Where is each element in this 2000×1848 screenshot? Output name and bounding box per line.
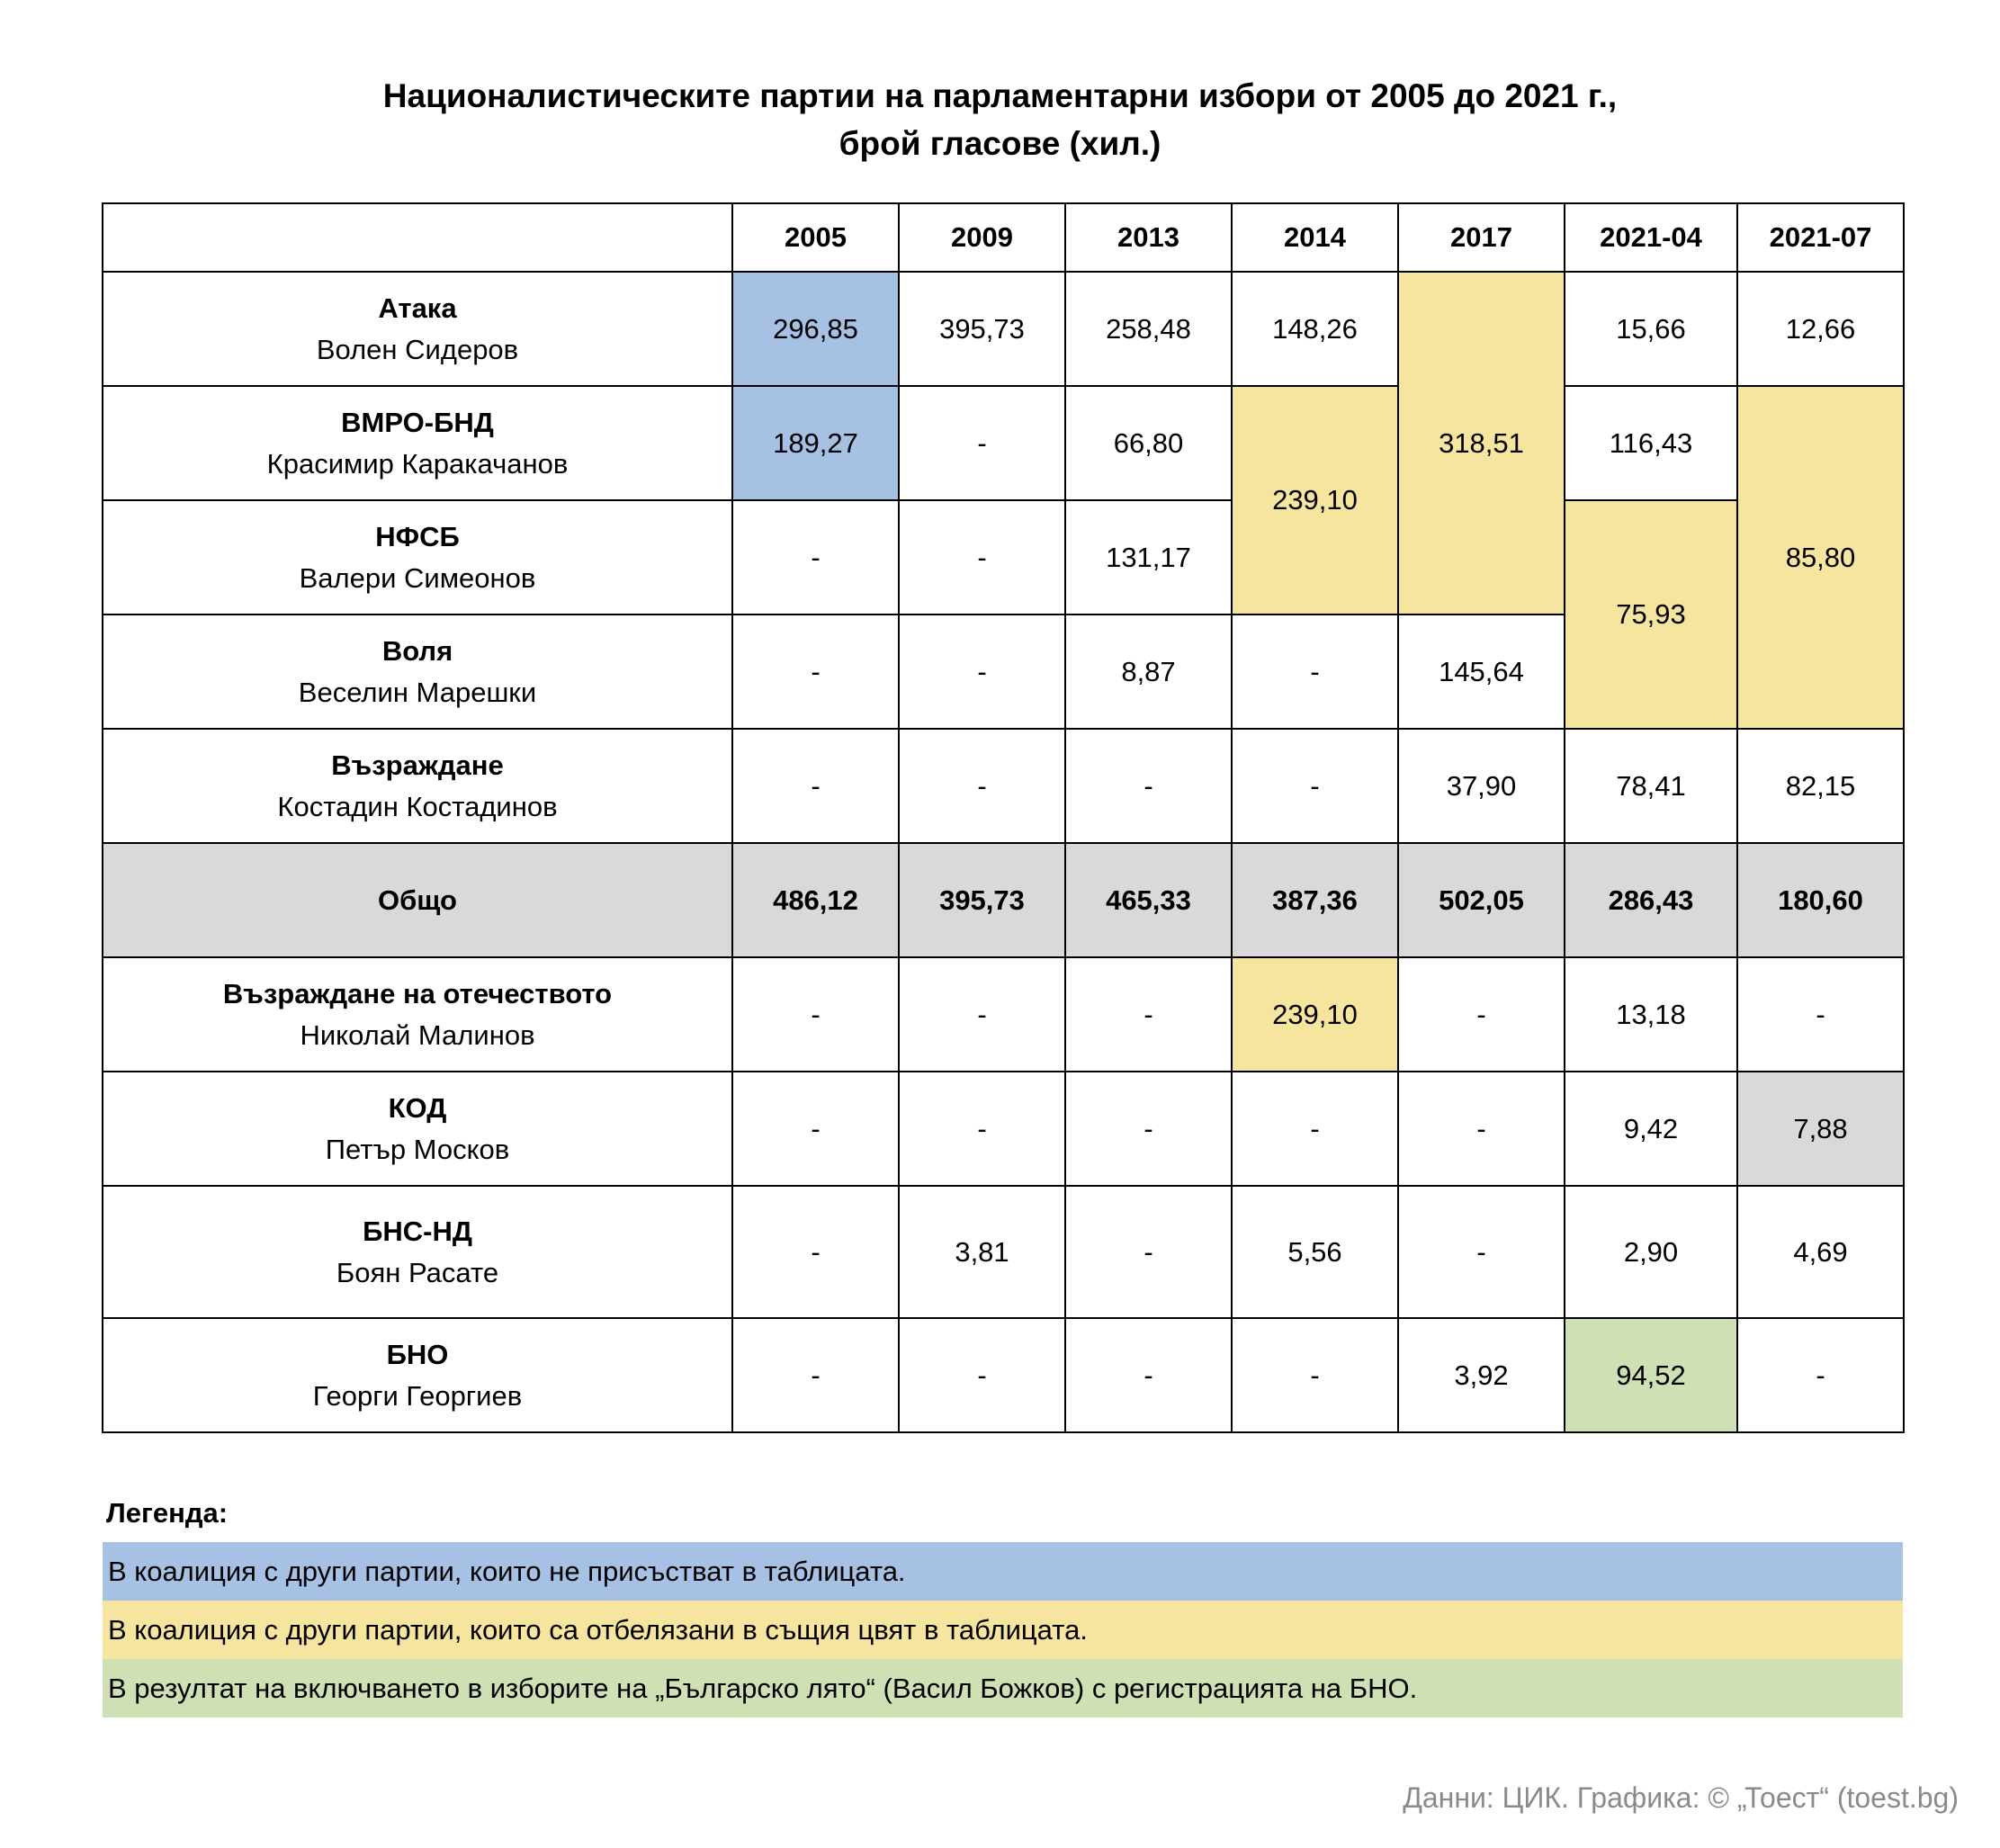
value-cell: 85,80 [1737, 386, 1904, 729]
value-cell: - [732, 1186, 899, 1318]
value-cell: 3,81 [899, 1186, 1065, 1318]
value-cell: - [899, 500, 1065, 615]
party-cell [103, 843, 732, 957]
party-name: БНС-НД [363, 1215, 472, 1247]
party-cell [103, 1318, 732, 1432]
value-cell: - [899, 957, 1065, 1072]
value-cell: 9,42 [1565, 1072, 1737, 1186]
value-cell: - [1398, 1072, 1565, 1186]
value-cell: - [1398, 957, 1565, 1072]
party-cell [103, 729, 732, 843]
party-name: Възраждане [331, 749, 504, 781]
column-header: 2005 [732, 203, 899, 272]
value-cell: 37,90 [1398, 729, 1565, 843]
legend-item-yellow: В коалиция с други партии, които са отбелязани в същия цвят в таблицата. [103, 1601, 1903, 1659]
value-cell: - [1232, 729, 1398, 843]
value-cell: 75,93 [1565, 500, 1737, 729]
value-cell: - [1737, 1318, 1904, 1432]
party-leader: Костадин Костадинов [277, 790, 558, 822]
party-leader: Георги Георгиев [312, 1379, 523, 1412]
column-header: 2021-04 [1565, 203, 1737, 272]
value-cell: 13,18 [1565, 957, 1737, 1072]
legend-title: Легенда: [106, 1497, 229, 1529]
value-cell: 116,43 [1565, 386, 1737, 500]
party-leader: Красимир Каракачанов [266, 447, 569, 480]
value-cell: - [732, 1318, 899, 1432]
value-cell: - [899, 1318, 1065, 1432]
value-cell: - [1232, 1072, 1398, 1186]
value-cell: - [732, 1072, 899, 1186]
party-cell [103, 386, 732, 500]
table-row [103, 1318, 1904, 1432]
party-leader: Валери Симеонов [299, 561, 536, 594]
party-cell [103, 500, 732, 615]
value-cell: 8,87 [1065, 615, 1232, 729]
value-cell: 94,52 [1565, 1318, 1737, 1432]
value-cell: 12,66 [1737, 272, 1904, 386]
party-name: ВМРО-БНД [341, 406, 494, 438]
source-credit: Данни: ЦИК. Графика: © „Тоест“ (toest.bg) [1403, 1781, 1959, 1814]
value-cell: - [899, 615, 1065, 729]
party-cell [103, 272, 732, 386]
party-name: Атака [378, 292, 457, 324]
value-cell: 82,15 [1737, 729, 1904, 843]
column-header: 2009 [899, 203, 1065, 272]
value-cell: 258,48 [1065, 272, 1232, 386]
legend-item-green: В резултат на включването в изборите на „Българско лято“ (Васил Божков) с регистрацията на БНО. [103, 1659, 1903, 1718]
party-cell [103, 957, 732, 1072]
party-name: НФСБ [375, 520, 460, 552]
value-cell: 239,10 [1232, 386, 1398, 615]
value-cell: - [899, 386, 1065, 500]
value-cell: 131,17 [1065, 500, 1232, 615]
value-cell: 15,66 [1565, 272, 1737, 386]
column-header: 2014 [1232, 203, 1398, 272]
legend-item-blue: В коалиция с други партии, които не присъстват в таблицата. [103, 1542, 1903, 1601]
table-row [103, 386, 1904, 500]
value-cell: 180,60 [1737, 843, 1904, 957]
party-cell [103, 1072, 732, 1186]
value-cell: - [1232, 615, 1398, 729]
table-row [103, 957, 1904, 1072]
value-cell: 465,33 [1065, 843, 1232, 957]
table-row [103, 729, 1904, 843]
header-corner [103, 203, 732, 272]
column-header: 2021-07 [1737, 203, 1904, 272]
value-cell: 318,51 [1398, 272, 1565, 615]
value-cell: 395,73 [899, 272, 1065, 386]
title-line-1: Националистическите партии на парламентарни избори от 2005 до 2021 г., [382, 77, 1618, 114]
value-cell: - [732, 729, 899, 843]
party-leader: Петър Москов [325, 1133, 510, 1165]
value-cell: - [899, 729, 1065, 843]
value-cell: - [1398, 1186, 1565, 1318]
value-cell: 502,05 [1398, 843, 1565, 957]
value-cell: - [732, 615, 899, 729]
value-cell: - [732, 957, 899, 1072]
table-row [103, 1186, 1904, 1318]
total-row [103, 843, 1904, 957]
party-cell [103, 1186, 732, 1318]
value-cell: 395,73 [899, 843, 1065, 957]
value-cell: 7,88 [1737, 1072, 1904, 1186]
party-leader: Боян Расате [336, 1256, 499, 1288]
value-cell: - [732, 500, 899, 615]
party-name: Воля [381, 634, 453, 667]
value-cell: - [1737, 957, 1904, 1072]
column-header: 2013 [1065, 203, 1232, 272]
value-cell: - [1065, 957, 1232, 1072]
party-name: КОД [388, 1091, 447, 1124]
party-cell [103, 615, 732, 729]
value-cell: - [1232, 1318, 1398, 1432]
table-row [103, 1072, 1904, 1186]
value-cell: 145,64 [1398, 615, 1565, 729]
value-cell: 286,43 [1565, 843, 1737, 957]
votes-table [102, 202, 1905, 1433]
value-cell: 239,10 [1232, 957, 1398, 1072]
value-cell: 2,90 [1565, 1186, 1737, 1318]
party-leader: Веселин Марешки [298, 676, 537, 708]
header-row [103, 203, 1904, 272]
table-row [103, 500, 1904, 615]
value-cell: 189,27 [732, 386, 899, 500]
column-header: 2017 [1398, 203, 1565, 272]
chart-title [0, 72, 2000, 167]
value-cell: - [899, 1072, 1065, 1186]
value-cell: 5,56 [1232, 1186, 1398, 1318]
party-name: БНО [386, 1338, 449, 1370]
value-cell: - [1065, 729, 1232, 843]
party-leader: Николай Малинов [300, 1018, 535, 1051]
value-cell: 486,12 [732, 843, 899, 957]
party-name: Общо [378, 884, 457, 916]
value-cell: 78,41 [1565, 729, 1737, 843]
value-cell: 296,85 [732, 272, 899, 386]
value-cell: 148,26 [1232, 272, 1398, 386]
value-cell: - [1065, 1072, 1232, 1186]
value-cell: 66,80 [1065, 386, 1232, 500]
value-cell: 3,92 [1398, 1318, 1565, 1432]
value-cell: 4,69 [1737, 1186, 1904, 1318]
value-cell: 387,36 [1232, 843, 1398, 957]
title-line-2: брой гласове (хил.) [839, 125, 1161, 162]
value-cell: - [1065, 1318, 1232, 1432]
value-cell: - [1065, 1186, 1232, 1318]
party-name: Възраждане на отечеството [222, 977, 613, 1009]
party-leader: Волен Сидеров [316, 333, 519, 365]
table-row [103, 272, 1904, 386]
